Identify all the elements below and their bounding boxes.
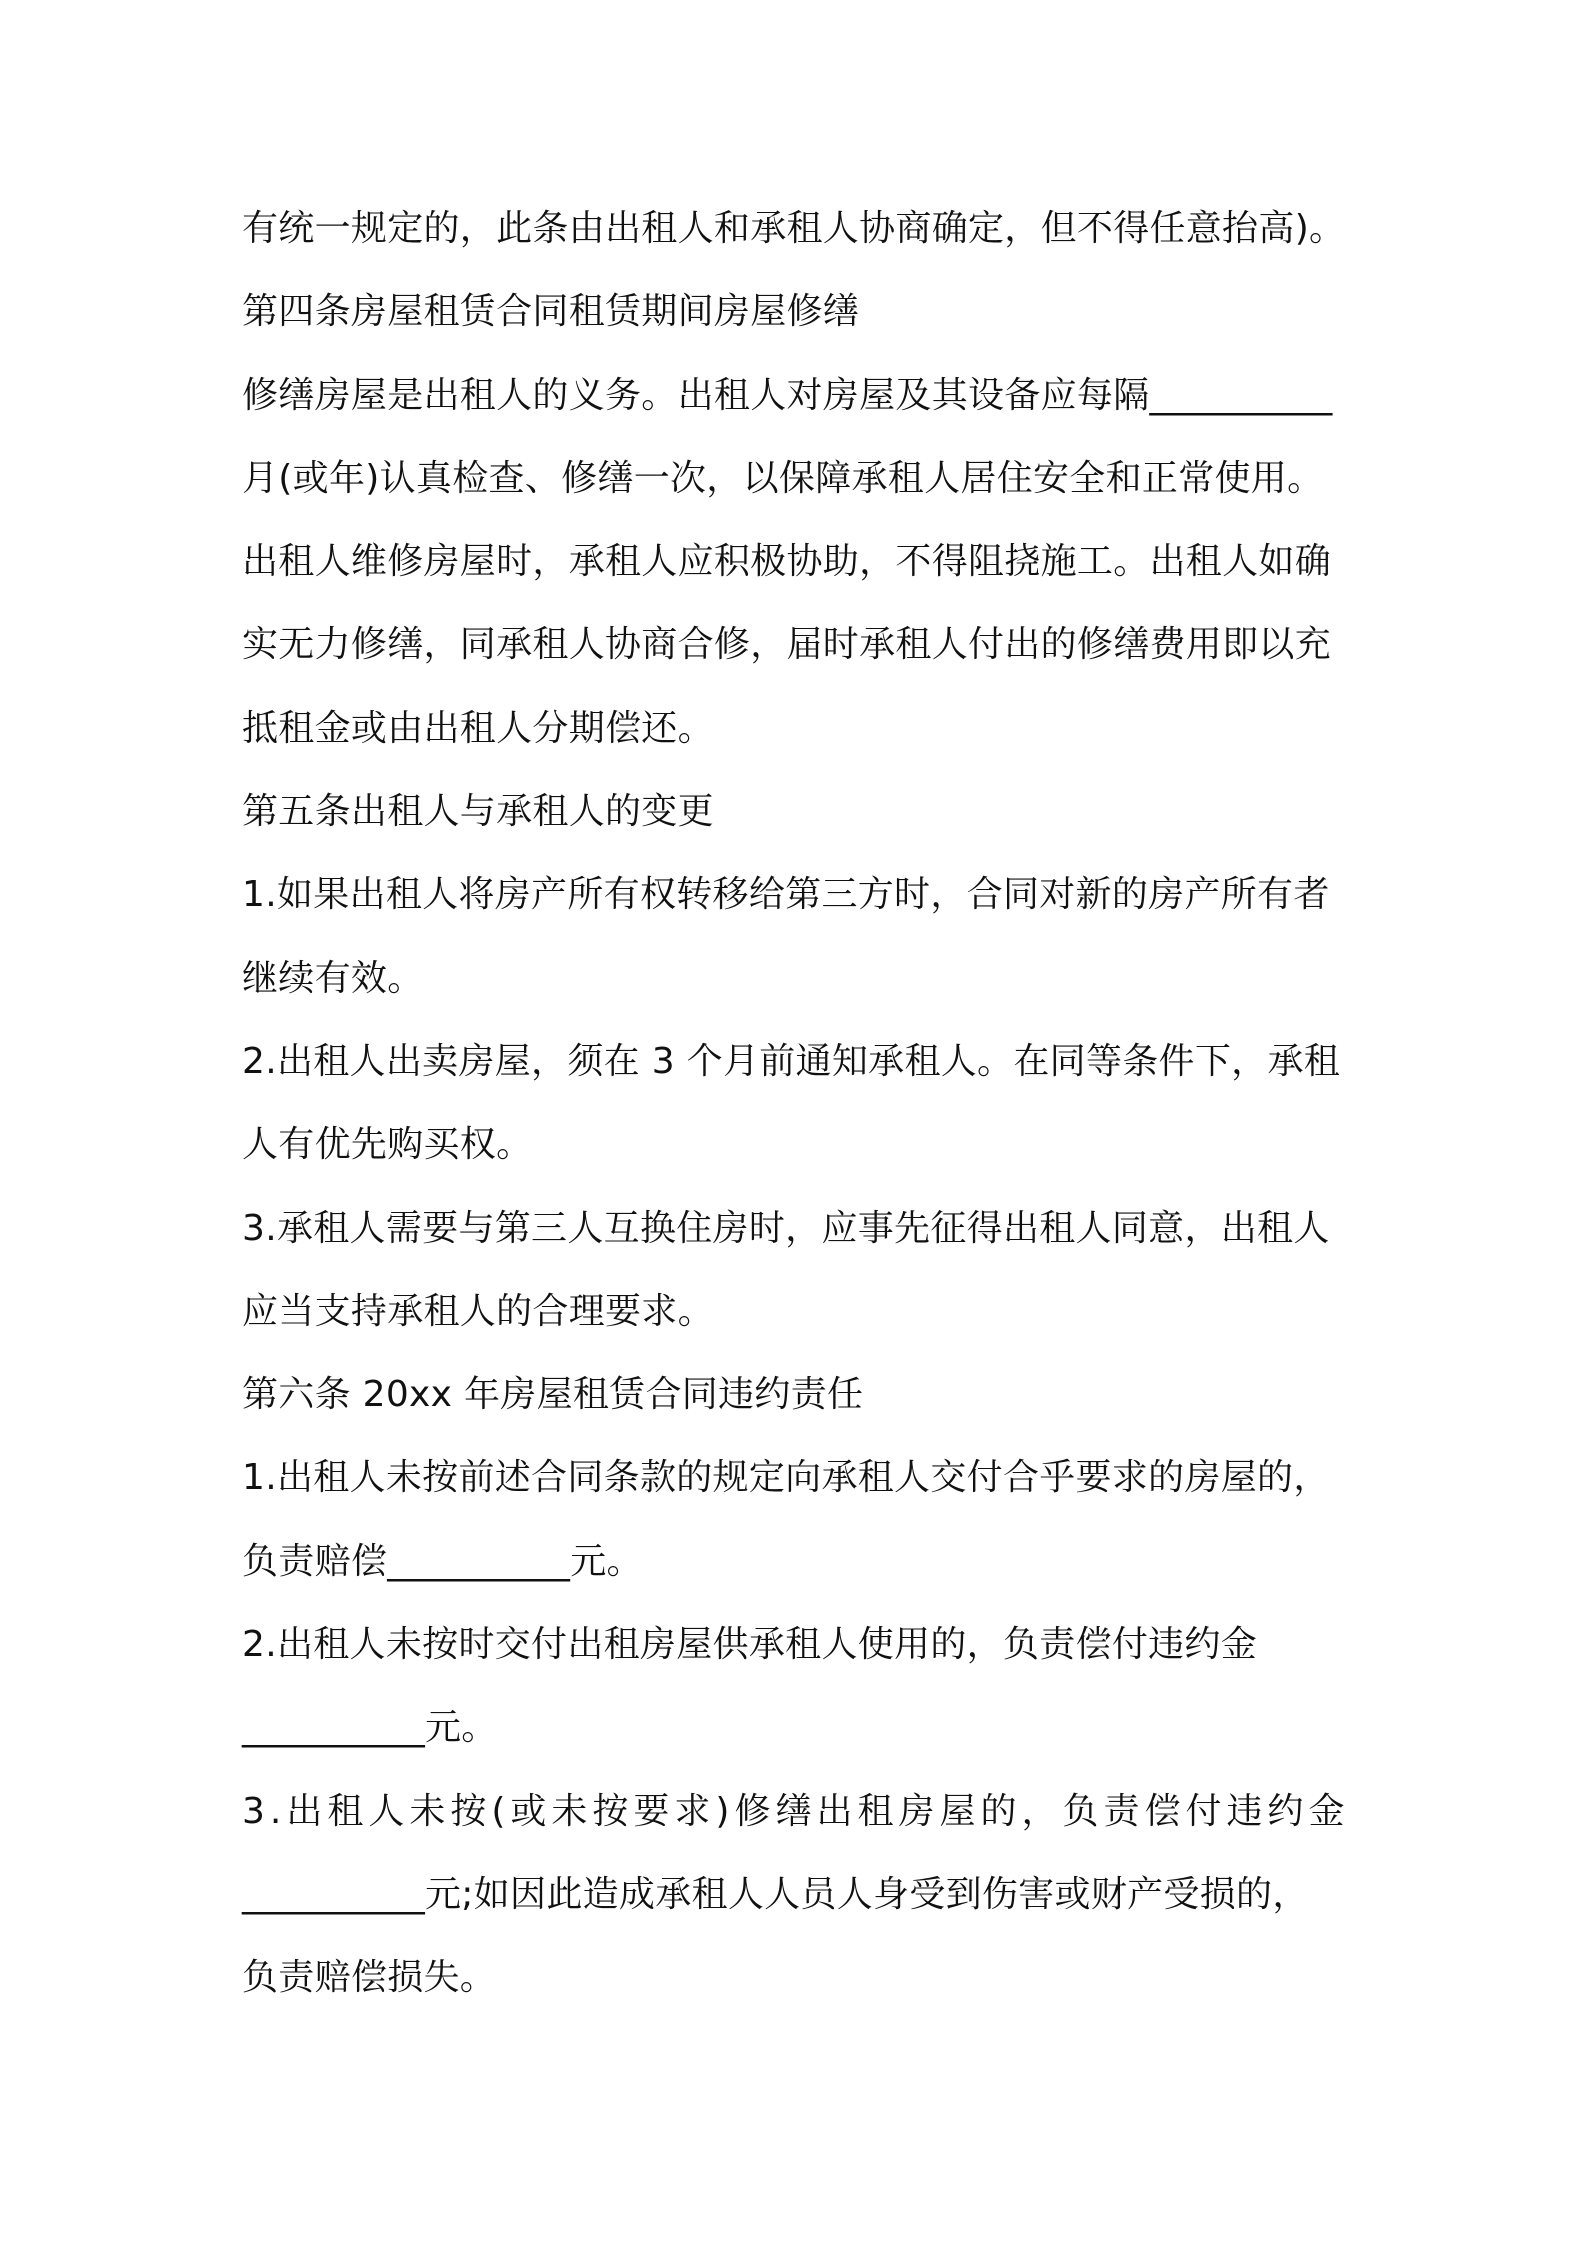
section-heading-6: 第六条 20xx 年房屋租赁合同违约责任 <box>242 1374 864 1416</box>
section-heading-4: 第四条房屋租赁合同租赁期间房屋修缮 <box>242 291 860 333</box>
text-line: 3.出租人未按(或未按要求)修缮出租房屋的，负责偿付违约金 <box>242 1790 1350 1832</box>
text-line: __________元。 <box>242 1707 498 1749</box>
text-line: 人有优先购买权。 <box>242 1124 533 1166</box>
text-line: 2.出租人未按时交付出租房屋供承租人使用的，负责偿付违约金 <box>242 1624 1258 1666</box>
text-line: 1.出租人未按前述合同条款的规定向承租人交付合乎要求的房屋的， <box>242 1457 1330 1499</box>
text-line: 修缮房屋是出租人的义务。出租人对房屋及其设备应每隔__________ <box>242 374 1333 416</box>
text-line: 负责赔偿损失。 <box>242 1957 497 1999</box>
text-line: 实无力修缮，同承租人协商合修，届时承租人付出的修缮费用即以充 <box>242 624 1332 666</box>
text-line: 月(或年)认真检查、修缮一次，以保障承租人居住安全和正常使用。 <box>242 457 1324 499</box>
text-line: 出租人维修房屋时，承租人应积极协助，不得阻挠施工。出租人如确 <box>242 541 1332 583</box>
text-line: 应当支持承租人的合理要求。 <box>242 1290 714 1332</box>
text-line: 3.承租人需要与第三人互换住房时，应事先征得出租人同意，出租人 <box>242 1207 1330 1249</box>
section-heading-5: 第五条出租人与承租人的变更 <box>242 791 714 833</box>
text-line: 负责赔偿__________元。 <box>242 1540 643 1582</box>
text-line: 继续有效。 <box>242 957 424 999</box>
text-line: 1.如果出租人将房产所有权转移给第三方时，合同对新的房产所有者 <box>242 874 1330 916</box>
text-line: __________元;如因此造成承租人人员人身受到伤害或财产受损的， <box>242 1873 1309 1915</box>
text-line: 抵租金或由出租人分期偿还。 <box>242 707 714 749</box>
document-body <box>242 200 1362 2033</box>
text-line: 有统一规定的，此条由出租人和承租人协商确定，但不得任意抬高)。 <box>242 208 1346 249</box>
text-line: 2.出租人出卖房屋，须在 3 个月前通知承租人。在同等条件下，承租 <box>242 1040 1341 1082</box>
